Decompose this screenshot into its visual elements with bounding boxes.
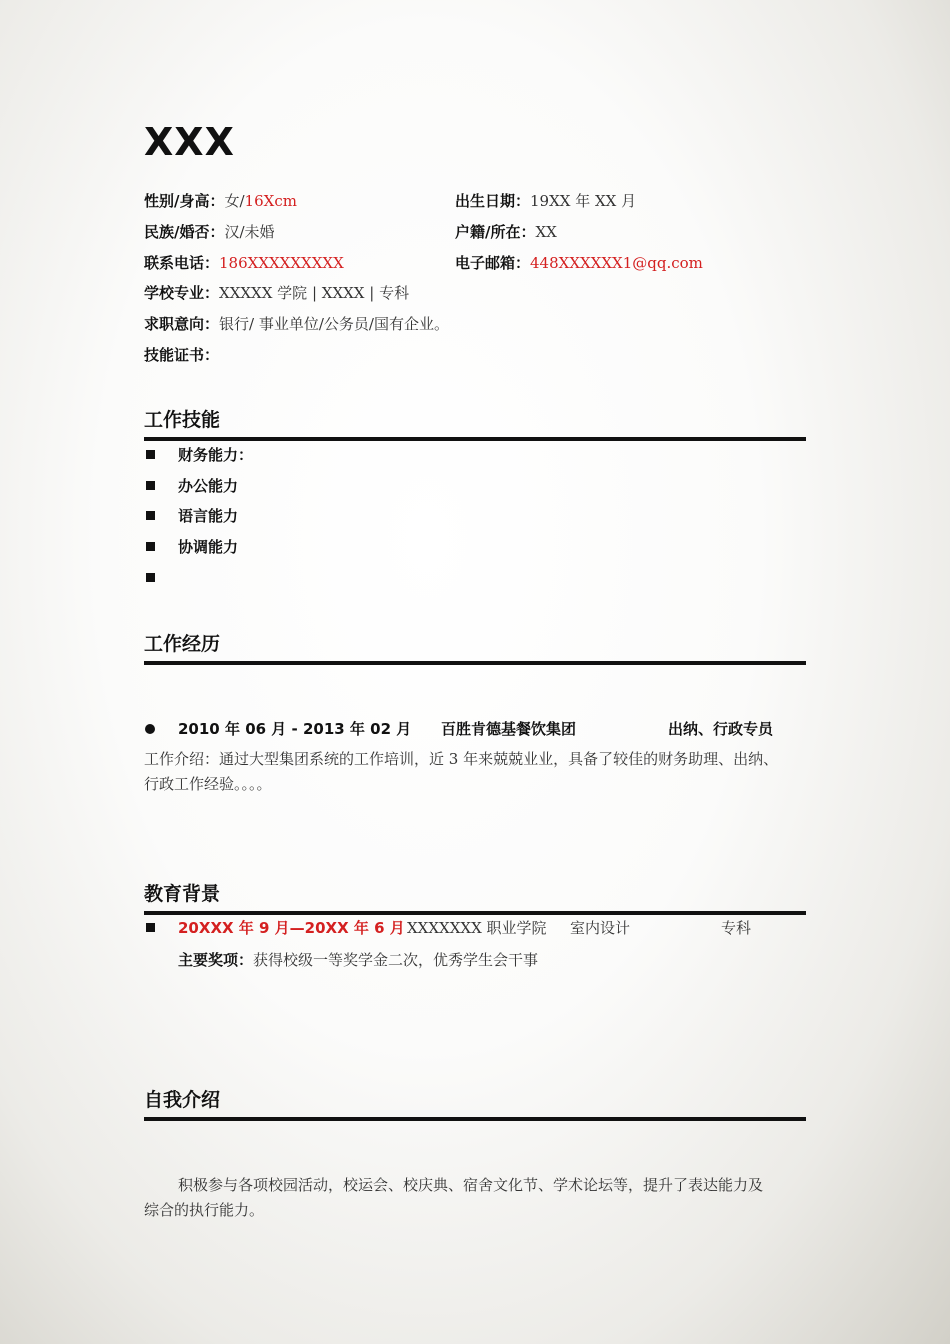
school-value: XXXXX 学院 | XXXX | 专科 [219, 284, 410, 302]
ethnic-value: 汉/未婚 [224, 223, 275, 241]
intent-value: 银行/ 事业单位/公务员/国有企业。 [219, 315, 449, 333]
hometown-value: XX [535, 223, 557, 241]
ethnic-label: 民族/婚否： [144, 223, 225, 241]
skill-bullet [146, 573, 155, 582]
education-major: 室内设计 [570, 919, 631, 937]
phone-row [144, 252, 344, 274]
skill-item: 协调能力 [178, 538, 239, 556]
phone-label: 联系电话： [144, 254, 220, 272]
awards-label: 主要奖项： [178, 951, 254, 969]
skill-item: 语言能力 [178, 507, 239, 525]
birth-row [455, 190, 636, 212]
experience-position: 出纳、行政专员 [668, 720, 774, 738]
experience-bullet [145, 724, 155, 734]
intro-title: 自我介绍 [144, 1089, 221, 1111]
experience-desc-line1: 工作介绍：通过大型集团系统的工作培训，近 3 年来兢兢业业，具备了较佳的财务助理、出纳、 [144, 750, 779, 768]
experience-title: 工作经历 [144, 633, 221, 655]
skill-item: 办公能力 [178, 477, 239, 495]
skill-bullet [146, 450, 155, 459]
skill-item: 财务能力： [178, 446, 254, 464]
education-divider [144, 911, 806, 915]
education-degree: 专科 [721, 919, 752, 937]
gender-height-label: 性别/身高： [144, 192, 225, 210]
education-bullet [146, 923, 155, 932]
education-title: 教育背景 [144, 883, 221, 905]
skill-bullet [146, 511, 155, 520]
email-value: 448XXXXXX1@qq.com [530, 254, 703, 272]
education-school: XXXXXXX 职业学院 [407, 919, 547, 937]
height-value: 16Xcm [244, 192, 297, 210]
cert-label: 技能证书： [144, 346, 220, 364]
school-label: 学校专业： [144, 284, 220, 302]
intro-line1: 积极参与各项校园活动，校运会、校庆典、宿舍文化节、学术论坛等，提升了表达能力及 [178, 1176, 764, 1194]
email-row [455, 252, 703, 274]
skills-title: 工作技能 [144, 409, 221, 431]
school-row [144, 282, 409, 304]
skill-bullet [146, 542, 155, 551]
hometown-row [455, 221, 557, 243]
ethnic-row [144, 221, 275, 243]
intro-line2: 综合的执行能力。 [144, 1201, 265, 1219]
phone-value: 186XXXXXXXXX [219, 254, 344, 272]
awards-value: 获得校级一等奖学金二次，优秀学生会干事 [253, 951, 539, 969]
experience-period: 2010 年 06 月 - 2013 年 02 月 [178, 720, 412, 738]
experience-divider [144, 661, 806, 665]
gender-value: 女/ [224, 192, 245, 210]
intro-divider [144, 1117, 806, 1121]
skill-bullet [146, 481, 155, 490]
experience-company: 百胜肯德基餐饮集团 [441, 720, 577, 738]
birth-value: 19XX 年 XX 月 [530, 192, 637, 210]
intent-label: 求职意向： [144, 315, 220, 333]
education-awards-row [178, 949, 538, 971]
intent-row [144, 313, 449, 335]
candidate-name: XXX [144, 120, 235, 164]
cert-row [144, 344, 219, 366]
hometown-label: 户籍/所在： [455, 223, 536, 241]
email-label: 电子邮箱： [455, 254, 531, 272]
education-period: 20XXX 年 9 月—20XX 年 6 月 [178, 919, 405, 937]
gender-height-row [144, 190, 297, 212]
skills-divider [144, 437, 806, 441]
experience-desc-line2: 行政工作经验。。。。 [144, 775, 272, 793]
birth-label: 出生日期： [455, 192, 531, 210]
